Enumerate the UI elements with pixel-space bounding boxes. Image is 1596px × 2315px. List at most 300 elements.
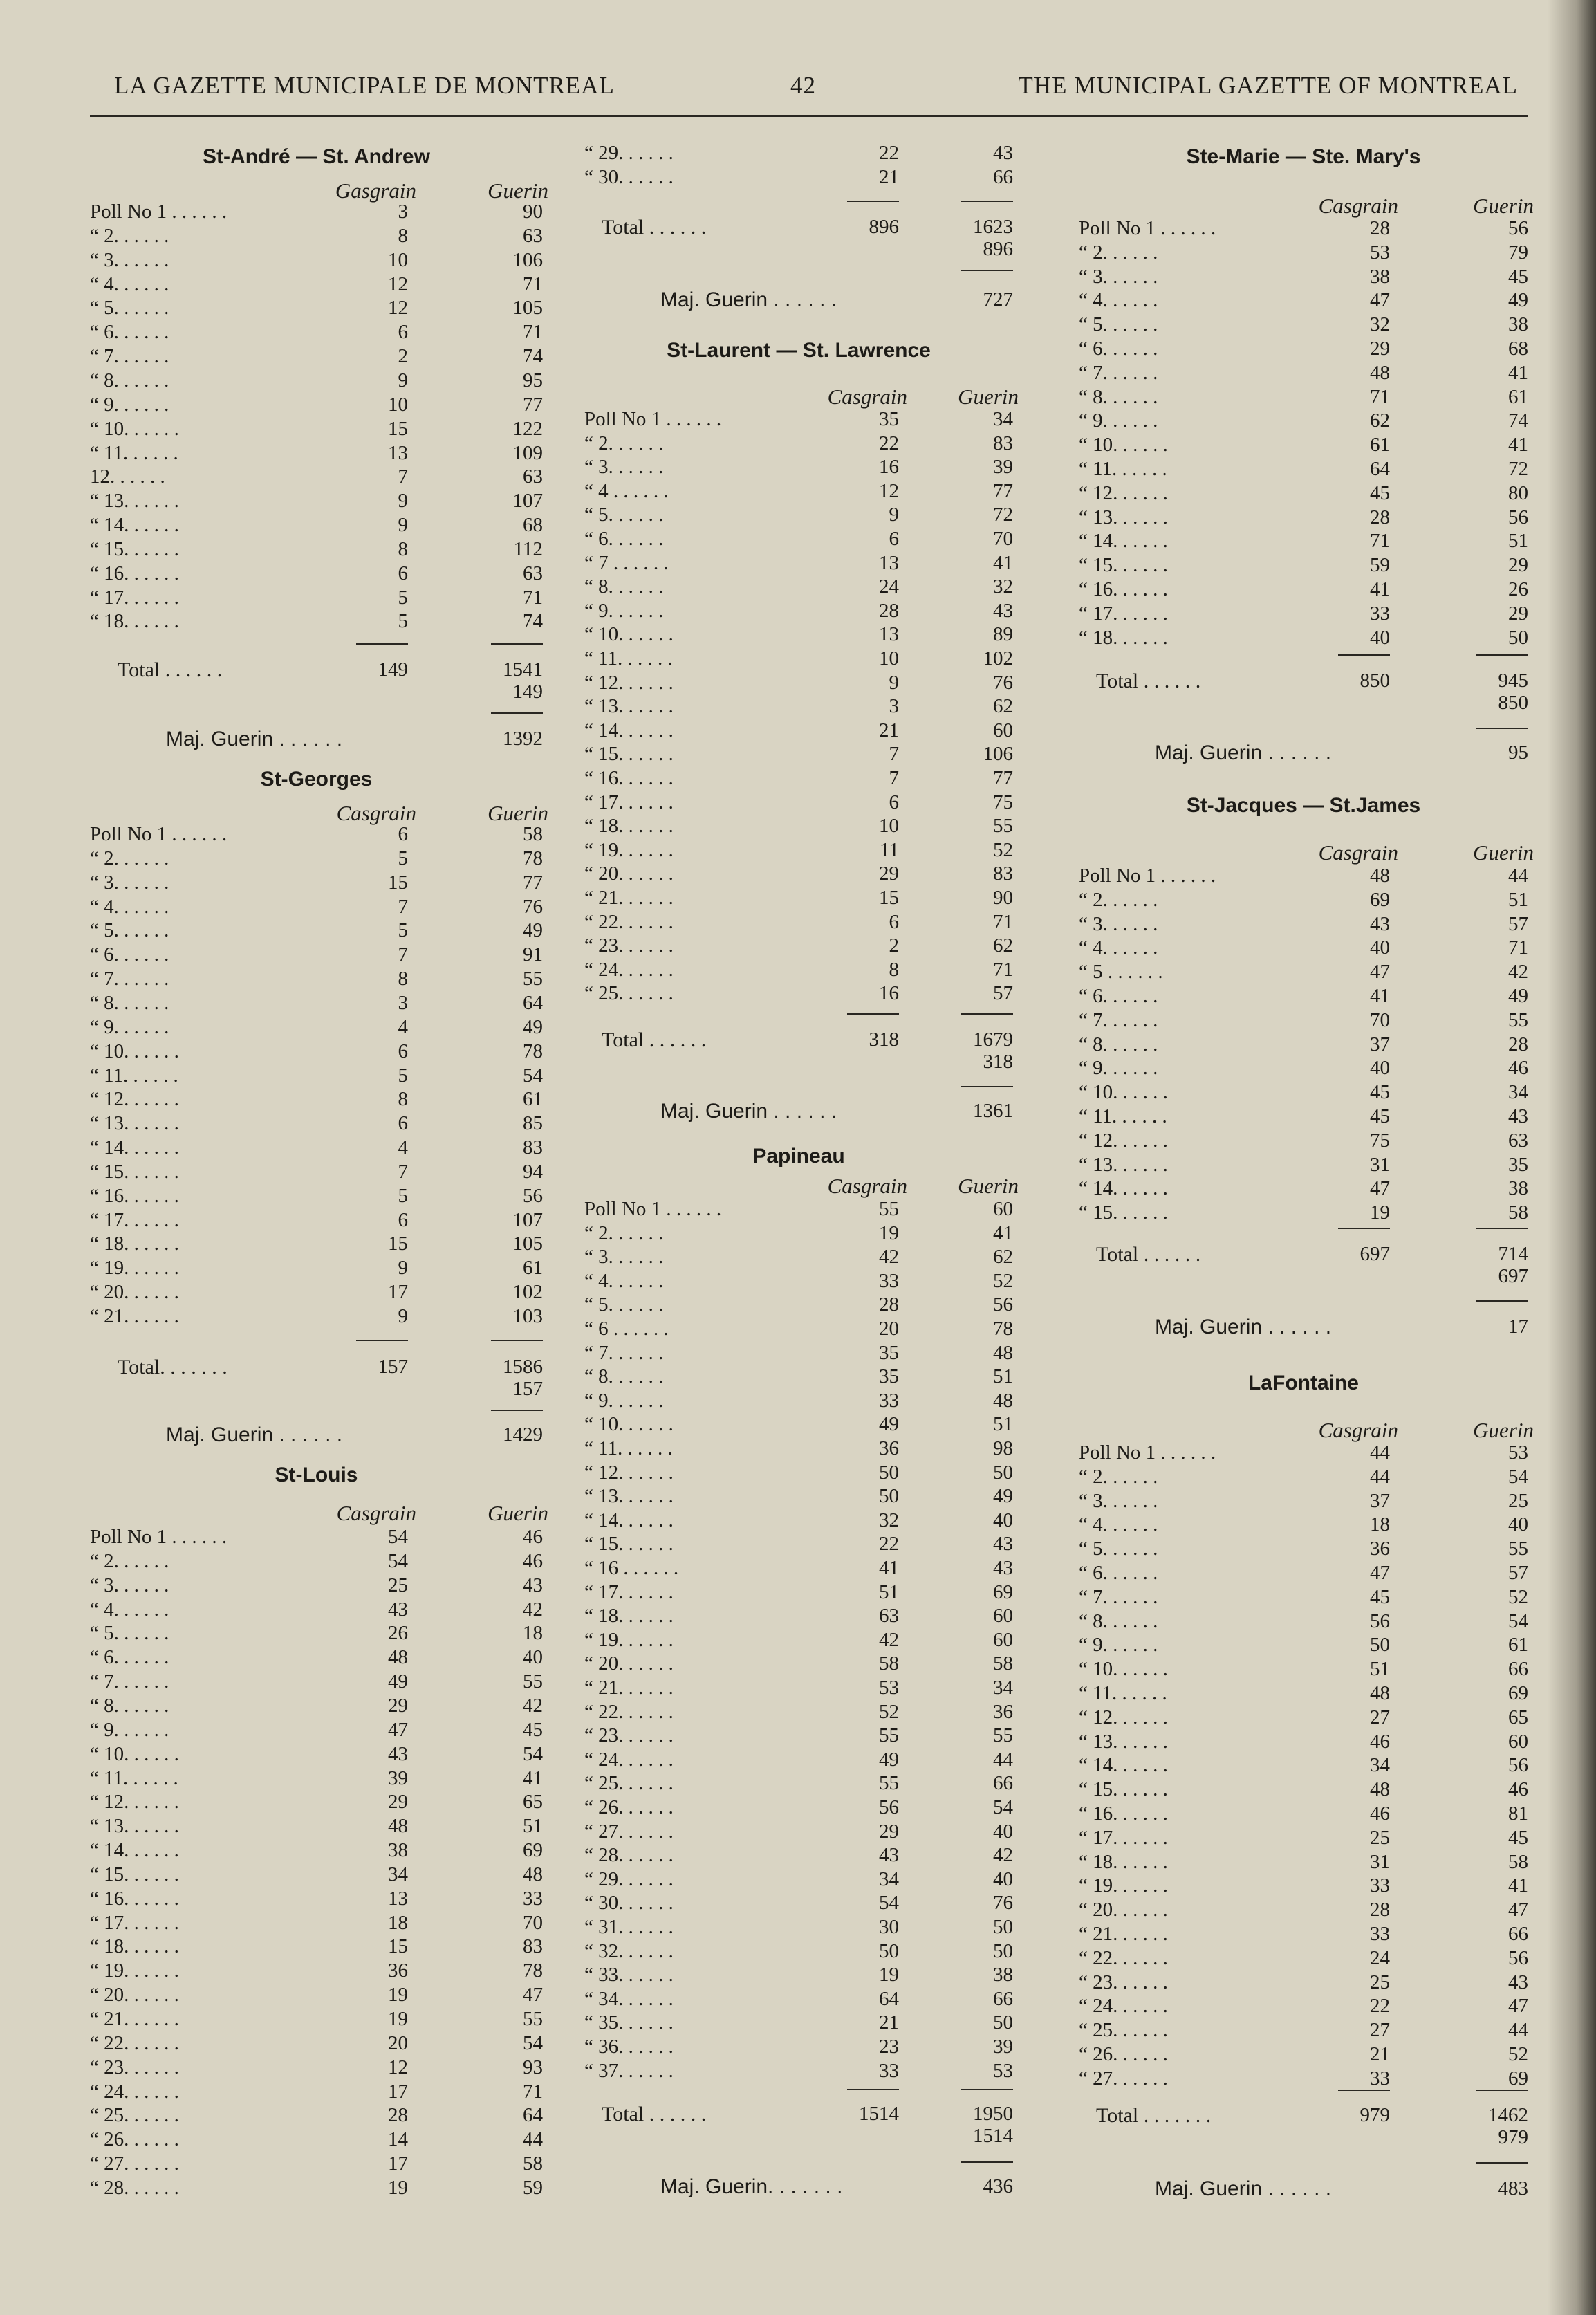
poll-label: “ 11. . . . . . [584,647,673,670]
poll-row [584,1772,1013,1796]
poll-row [584,1390,1013,1413]
guerin-votes: 58 [523,2152,543,2175]
guerin-votes: 56 [1508,217,1528,239]
casgrain-votes: 50 [1370,1634,1390,1657]
total-label: Total . . . . . . [602,1029,707,1051]
candidate-heading-casgrain: Casgrain [1318,840,1398,865]
ward-title: Ste-Marie — Ste. Mary's [1186,145,1421,168]
total-rule-casgrain [1338,1228,1390,1229]
poll-label: “ 4 . . . . . . [584,479,669,502]
casgrain-votes: 10 [388,248,408,271]
guerin-votes: 61 [523,1257,543,1280]
guerin-votes: 42 [1508,961,1528,984]
poll-row [1079,1610,1528,1634]
poll-label: “ 2. . . . . . [90,847,169,869]
guerin-votes: 64 [523,2104,543,2127]
casgrain-votes: 45 [1370,1105,1390,1127]
guerin-votes: 45 [523,1718,543,1741]
poll-label: “ 13. . . . . . [90,490,179,513]
poll-label: “ 17. . . . . . [1079,602,1168,625]
poll-row [90,1064,543,1088]
guerin-votes: 70 [523,1911,543,1934]
poll-row [584,863,1013,886]
poll-label: “ 15. . . . . . [90,1863,179,1885]
guerin-votes: 49 [993,1485,1013,1508]
casgrain-votes: 45 [1370,1585,1390,1608]
casgrain-votes: 29 [388,1791,408,1814]
poll-label: “ 11. . . . . . [90,1767,178,1789]
majority-label: Maj. Guerin . . . . . . [660,288,837,311]
casgrain-votes: 70 [1370,1008,1390,1031]
poll-row [584,1293,1013,1317]
casgrain-votes: 33 [879,1389,899,1412]
total-subtracted: 896 [983,238,1013,260]
poll-row [1079,362,1528,385]
guerin-votes: 40 [1508,1513,1528,1536]
poll-label: “ 27. . . . . . [1079,2067,1168,2090]
poll-row [584,1677,1013,1700]
poll-row [1079,1081,1528,1105]
ward-title: LaFontaine [1247,1372,1359,1394]
guerin-votes: 34 [993,1677,1013,1699]
guerin-votes: 63 [523,562,543,584]
guerin-votes: 54 [523,2031,543,2054]
casgrain-votes: 48 [1370,1778,1390,1801]
majority-value: 1392 [503,728,543,750]
poll-label: “ 11. . . . . . [90,441,178,464]
casgrain-votes: 9 [889,504,899,526]
poll-row [90,1863,543,1887]
poll-label: “ 34. . . . . . [584,1987,674,2010]
casgrain-votes: 5 [398,610,408,633]
casgrain-votes: 13 [388,441,408,464]
casgrain-votes: 16 [879,456,899,479]
casgrain-votes: 22 [1370,1995,1390,2018]
total-casgrain: 850 [1360,670,1390,692]
candidate-heading-guerin: Guerin [1473,194,1534,218]
poll-label: “ 12. . . . . . [90,1791,179,1814]
total-subtracted: 318 [983,1051,1013,1073]
header-title-french: LA GAZETTE MUNICIPALE DE MONTREAL [114,72,615,99]
poll-row [90,1984,543,2007]
poll-row [1079,1441,1528,1465]
poll-row [1079,1682,1528,1706]
casgrain-votes: 6 [398,562,408,584]
guerin-votes: 61 [1508,1634,1528,1657]
poll-label: “ 6. . . . . . [584,528,664,550]
guerin-votes: 40 [523,1646,543,1669]
poll-label: “ 10. . . . . . [1079,1081,1168,1104]
poll-row [584,695,1013,719]
guerin-votes: 46 [523,1549,543,1572]
casgrain-votes: 18 [1370,1513,1390,1536]
casgrain-votes: 22 [879,142,899,164]
casgrain-votes: 28 [1370,1899,1390,1921]
poll-label: “ 9. . . . . . [1079,1057,1158,1080]
casgrain-votes: 55 [879,1772,899,1795]
poll-label: “ 3. . . . . . [90,871,169,894]
poll-row [584,1461,1013,1485]
casgrain-votes: 50 [879,1485,899,1508]
majority-rule [491,1410,543,1411]
majority-value: 483 [1498,2177,1528,2199]
poll-row [90,1574,543,1598]
poll-row [90,2056,543,2080]
guerin-votes: 122 [512,417,543,440]
guerin-votes: 49 [523,1015,543,1038]
poll-label: “ 14. . . . . . [584,1509,674,1531]
poll-row [584,142,1013,165]
ward-title: St-André — St. Andrew [203,145,430,168]
guerin-votes: 83 [993,863,1013,885]
poll-label: “ 25. . . . . . [584,1772,674,1795]
poll-label: “ 15. . . . . . [90,537,179,560]
column-3 [1079,0,1534,2315]
poll-row [1079,1057,1528,1080]
poll-row [1079,985,1528,1008]
guerin-votes: 55 [1508,1008,1528,1031]
guerin-votes: 46 [523,1526,543,1548]
guerin-votes: 68 [523,514,543,537]
poll-row [1079,1466,1528,1489]
poll-label: “ 3. . . . . . [1079,265,1158,288]
casgrain-votes: 7 [889,767,899,789]
poll-row [1079,1033,1528,1057]
poll-row [584,1916,1013,1939]
casgrain-votes: 64 [879,1987,899,2010]
poll-label: “ 22. . . . . . [584,1700,674,1723]
poll-label: “ 4. . . . . . [584,1269,664,1292]
poll-label: “ 9. . . . . . [1079,1634,1158,1657]
total-casgrain: 318 [869,1029,899,1051]
casgrain-votes: 15 [879,887,899,909]
poll-label: “ 5. . . . . . [90,1622,169,1645]
poll-row [584,982,1013,1006]
poll-row [1079,434,1528,457]
poll-label: “ 26. . . . . . [1079,2043,1168,2065]
guerin-votes: 66 [993,1772,1013,1795]
casgrain-votes: 4 [398,1136,408,1159]
poll-label: “ 20. . . . . . [584,1652,674,1675]
guerin-votes: 44 [993,1748,1013,1771]
poll-label: “ 17. . . . . . [90,1911,179,1934]
guerin-votes: 52 [993,838,1013,861]
guerin-votes: 69 [1508,1682,1528,1704]
poll-row [584,1749,1013,1772]
casgrain-votes: 9 [398,1305,408,1327]
total-subtracted: 1514 [973,2125,1013,2147]
poll-row [90,418,543,441]
guerin-votes: 51 [1508,530,1528,553]
poll-row [1079,1899,1528,1922]
poll-row [1079,409,1528,433]
guerin-votes: 66 [1508,1923,1528,1945]
guerin-votes: 57 [993,982,1013,1005]
guerin-votes: 43 [993,1557,1013,1579]
poll-row [1079,1586,1528,1610]
poll-row [584,719,1013,743]
poll-label: “ 13. . . . . . [584,695,674,718]
total-subtracted: 697 [1498,1265,1528,1287]
poll-row [1079,554,1528,578]
poll-label: “ 31. . . . . . [584,1916,674,1938]
guerin-votes: 56 [1508,1946,1528,1969]
guerin-votes: 98 [993,1437,1013,1459]
majority-label: Maj. Guerin . . . . . . [1155,1316,1332,1338]
guerin-votes: 61 [1508,385,1528,408]
guerin-votes: 43 [1508,1105,1528,1127]
casgrain-votes: 5 [398,1064,408,1087]
poll-label: “ 18. . . . . . [90,1233,179,1255]
poll-label: “ 30. . . . . . [584,165,674,188]
casgrain-votes: 29 [879,863,899,885]
poll-label: “ 4. . . . . . [90,1598,169,1621]
poll-row [584,1868,1013,1892]
guerin-votes: 58 [1508,1850,1528,1873]
casgrain-votes: 51 [1370,1658,1390,1681]
poll-label: 12. . . . . . [90,465,165,488]
poll-row [90,896,543,919]
guerin-votes: 62 [993,1246,1013,1269]
guerin-votes: 71 [993,958,1013,981]
total-casgrain: 896 [869,216,899,238]
casgrain-votes: 35 [879,408,899,430]
guerin-votes: 94 [523,1160,543,1183]
total-rule-casgrain [1338,654,1390,656]
poll-row [90,538,543,562]
total-casgrain: 157 [378,1356,408,1378]
majority-value: 17 [1508,1316,1528,1338]
poll-label: “ 16. . . . . . [90,562,179,584]
total-subtracted: 850 [1498,692,1528,714]
casgrain-votes: 2 [889,934,899,957]
poll-row [584,1988,1013,2011]
poll-label: “ 21. . . . . . [90,2008,179,2030]
poll-label: “ 2. . . . . . [1079,888,1158,911]
guerin-votes: 56 [523,1184,543,1207]
poll-row [584,1246,1013,1269]
guerin-votes: 69 [523,1839,543,1862]
poll-label: “ 6. . . . . . [90,943,169,966]
guerin-votes: 78 [993,1318,1013,1340]
poll-row [90,1959,543,1983]
guerin-votes: 54 [1508,1465,1528,1488]
poll-row [584,1820,1013,1844]
poll-label: “ 12. . . . . . [584,671,674,694]
casgrain-votes: 29 [879,1820,899,1843]
guerin-votes: 43 [993,142,1013,164]
poll-row [1079,338,1528,361]
casgrain-votes: 21 [879,719,899,741]
poll-row [1079,889,1528,912]
poll-label: “ 4. . . . . . [90,895,169,918]
casgrain-votes: 53 [1370,241,1390,264]
poll-row [90,562,543,586]
guerin-votes: 59 [523,2176,543,2199]
poll-label: “ 23. . . . . . [1079,1971,1168,1993]
guerin-votes: 102 [512,1281,543,1304]
casgrain-votes: 32 [1370,313,1390,336]
poll-row [584,408,1013,432]
total-rule-casgrain [847,2089,899,2090]
casgrain-votes: 36 [879,1437,899,1459]
poll-label: “ 16 . . . . . . [584,1557,679,1579]
candidate-heading-guerin: Guerin [488,178,548,203]
guerin-votes: 58 [1508,1201,1528,1224]
guerin-votes: 77 [993,767,1013,789]
guerin-votes: 54 [1508,1610,1528,1632]
guerin-votes: 56 [1508,1754,1528,1777]
poll-label: “ 27. . . . . . [584,1820,674,1843]
poll-row [584,504,1013,527]
casgrain-votes: 16 [879,982,899,1005]
poll-label: “ 29. . . . . . [584,142,674,164]
total-casgrain: 697 [1360,1243,1390,1265]
poll-label: “ 2. . . . . . [1079,1465,1158,1488]
poll-label: Poll No 1 . . . . . . [584,408,722,430]
poll-row [1079,530,1528,553]
casgrain-votes: 34 [879,1867,899,1890]
casgrain-votes: 6 [398,1112,408,1135]
page-edge-shadow [1548,0,1596,2315]
poll-label: “ 6. . . . . . [1079,338,1158,360]
casgrain-votes: 46 [1370,1802,1390,1825]
total-label: Total . . . . . . [1096,670,1201,692]
casgrain-votes: 41 [1370,578,1390,600]
guerin-votes: 60 [993,719,1013,741]
poll-row [90,1526,543,1549]
poll-row [584,767,1013,791]
guerin-votes: 52 [993,1269,1013,1292]
total-rule-guerin [961,1013,1013,1015]
casgrain-votes: 28 [879,599,899,622]
ward-title: St-Georges [260,768,373,791]
poll-row [584,1365,1013,1389]
casgrain-votes: 14 [388,2128,408,2151]
poll-row [90,1912,543,1935]
casgrain-votes: 5 [398,586,408,609]
casgrain-votes: 44 [1370,1465,1390,1488]
poll-row [584,672,1013,695]
casgrain-votes: 41 [879,1557,899,1579]
casgrain-votes: 49 [879,1748,899,1771]
majority-rule [491,712,543,714]
guerin-votes: 47 [1508,1899,1528,1921]
casgrain-votes: 22 [879,1533,899,1556]
casgrain-votes: 33 [1370,1874,1390,1897]
casgrain-votes: 15 [388,417,408,440]
guerin-votes: 76 [523,895,543,918]
casgrain-votes: 34 [388,1863,408,1885]
guerin-votes: 48 [993,1389,1013,1412]
poll-row [584,839,1013,863]
poll-row [584,480,1013,504]
poll-label: “ 15. . . . . . [1079,1778,1168,1801]
casgrain-votes: 5 [398,1184,408,1207]
poll-label: “ 16. . . . . . [584,767,674,789]
total-rule-guerin [961,201,1013,202]
poll-label: “ 10. . . . . . [1079,434,1168,456]
casgrain-votes: 10 [879,647,899,670]
poll-label: “ 28. . . . . . [584,1844,674,1867]
guerin-votes: 35 [1508,1153,1528,1176]
poll-row [584,1844,1013,1867]
poll-label: “ 13. . . . . . [584,1485,674,1508]
guerin-votes: 78 [523,1959,543,1982]
poll-row [1079,1129,1528,1153]
total-guerin: 1462 [1488,2104,1528,2126]
casgrain-votes: 22 [879,432,899,454]
casgrain-votes: 62 [1370,409,1390,432]
casgrain-votes: 35 [879,1341,899,1364]
guerin-votes: 55 [523,2008,543,2030]
poll-label: “ 16. . . . . . [90,1887,179,1910]
casgrain-votes: 19 [879,1221,899,1244]
poll-row [90,1791,543,1814]
poll-row [584,1413,1013,1437]
poll-label: “ 10. . . . . . [1079,1658,1168,1681]
poll-row [584,1964,1013,1987]
column-2 [584,0,1019,2315]
poll-row [90,465,543,489]
poll-row [584,1796,1013,1820]
poll-row [90,1646,543,1670]
poll-row [90,1839,543,1863]
casgrain-votes: 5 [398,919,408,942]
casgrain-votes: 45 [1370,481,1390,504]
guerin-votes: 106 [512,248,543,271]
casgrain-votes: 25 [388,1574,408,1596]
casgrain-votes: 13 [388,1887,408,1910]
guerin-votes: 41 [1508,434,1528,456]
total-guerin: 1541 [503,658,543,681]
guerin-votes: 63 [523,224,543,247]
poll-row [584,1318,1013,1341]
poll-row [584,934,1013,958]
poll-label: “ 8. . . . . . [90,369,169,391]
total-label: Total . . . . . . [1096,1243,1201,1266]
poll-label: “ 7. . . . . . [584,1341,664,1364]
guerin-votes: 57 [1508,912,1528,935]
poll-label: “ 16. . . . . . [1079,578,1168,600]
guerin-votes: 93 [523,2056,543,2078]
poll-label: “ 12. . . . . . [1079,1129,1168,1152]
total-rule-guerin [1476,2090,1528,2091]
guerin-votes: 66 [1508,1658,1528,1681]
guerin-votes: 53 [1508,1441,1528,1464]
poll-label: “ 5 . . . . . . [1079,961,1163,984]
poll-row [584,623,1013,647]
poll-row [584,1581,1013,1605]
candidate-heading-guerin: Guerin [958,1174,1019,1198]
casgrain-votes: 8 [398,224,408,247]
poll-label: “ 8. . . . . . [584,575,664,598]
casgrain-votes: 48 [388,1815,408,1838]
poll-label: “ 12. . . . . . [1079,1706,1168,1728]
poll-label: “ 24. . . . . . [584,958,674,981]
poll-label: “ 14. . . . . . [1079,1177,1168,1200]
poll-row [584,2011,1013,2035]
casgrain-votes: 52 [879,1700,899,1723]
casgrain-votes: 10 [388,393,408,416]
poll-row [584,1437,1013,1461]
poll-label: “ 9. . . . . . [90,1718,169,1741]
guerin-votes: 49 [523,919,543,942]
casgrain-votes: 7 [889,743,899,766]
casgrain-votes: 26 [388,1622,408,1645]
poll-label: “ 15. . . . . . [584,743,674,766]
poll-row [90,968,543,991]
